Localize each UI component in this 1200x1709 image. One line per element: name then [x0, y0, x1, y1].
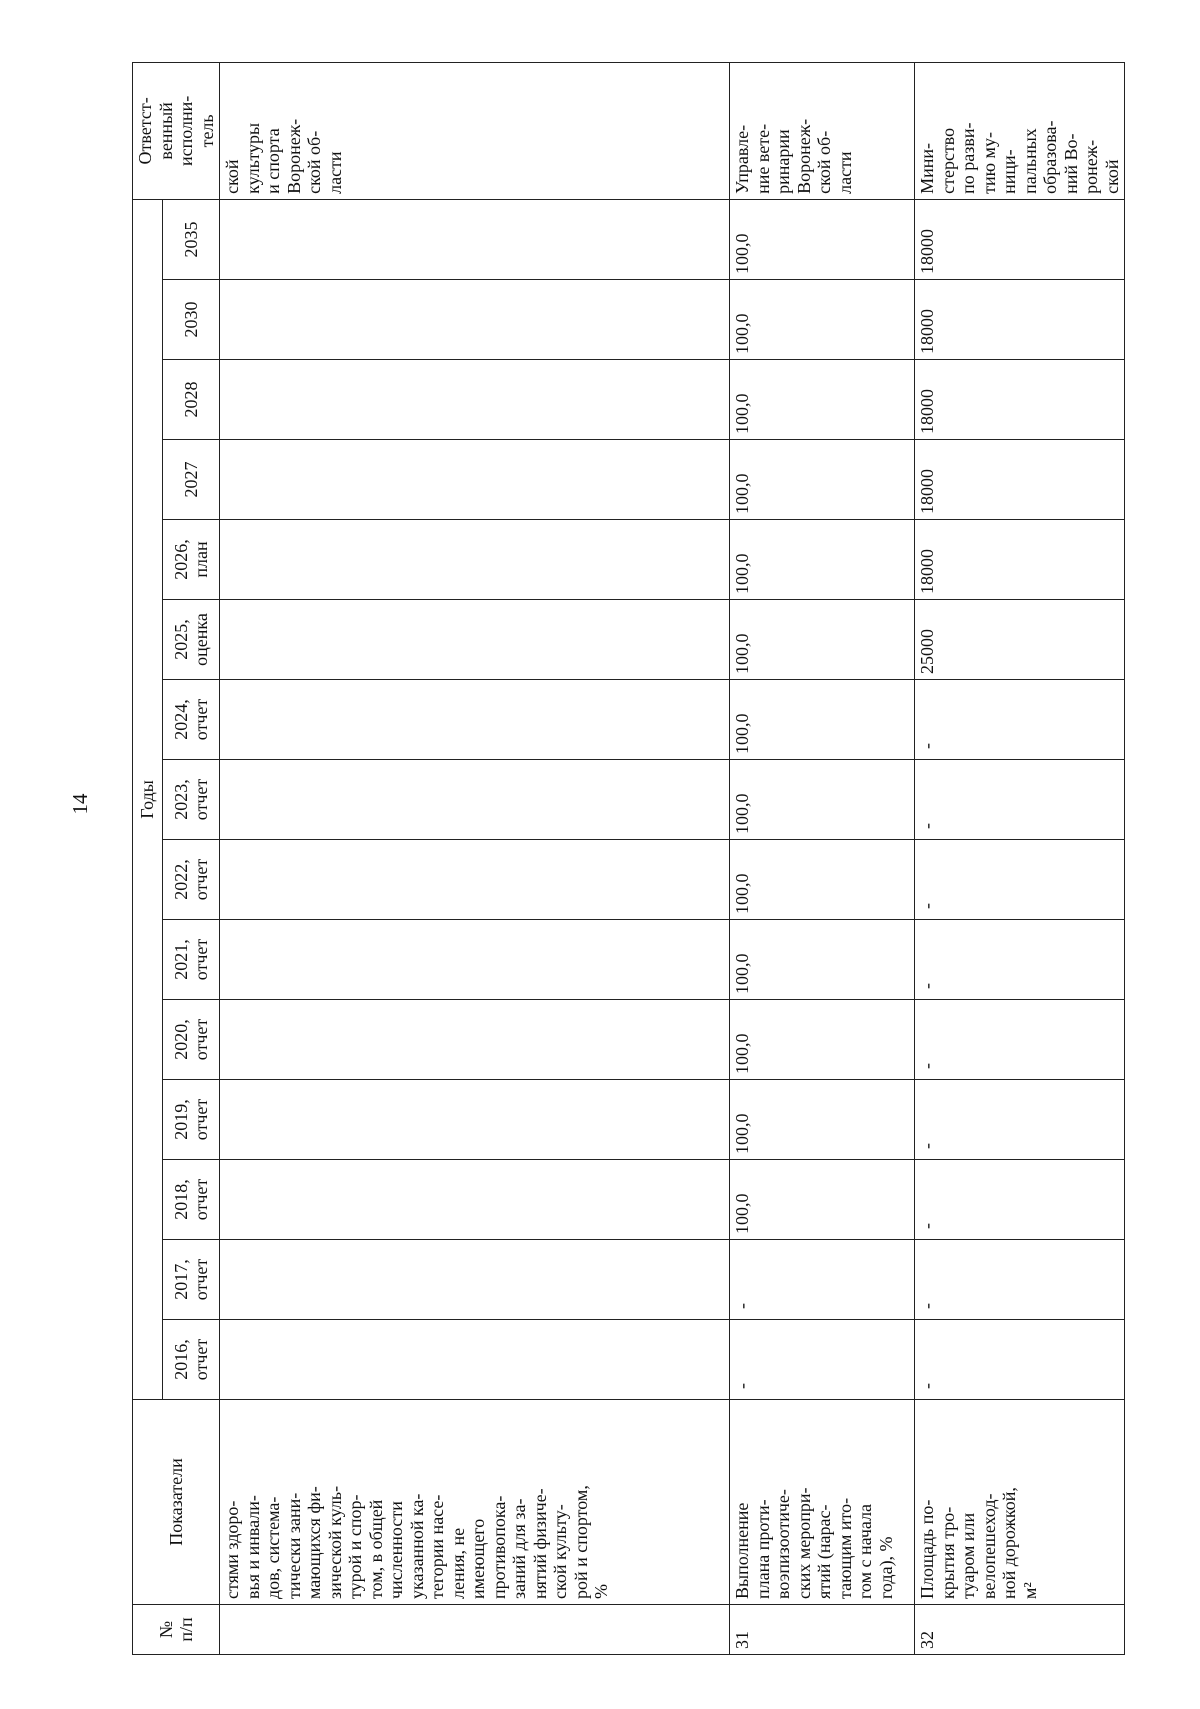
header-year: 2016, отчет [163, 1320, 220, 1400]
header-year: 2030 [163, 280, 220, 360]
row-value [220, 360, 730, 440]
row-value: 18000 [915, 199, 1125, 279]
header-year: 2024, отчет [163, 680, 220, 760]
indicators-table [132, 62, 1125, 1655]
rotated-table-container [132, 63, 1122, 1655]
row-value [220, 680, 730, 760]
row-value: - [730, 1240, 915, 1320]
row-value: - [915, 920, 1125, 1000]
row-value: 100,0 [730, 600, 915, 680]
row-value: 100,0 [730, 680, 915, 760]
row-value [220, 920, 730, 1000]
row-value [220, 440, 730, 520]
row-value: - [915, 1160, 1125, 1240]
row-value: - [915, 680, 1125, 760]
header-executor: Ответст- венный исполни- тель [133, 62, 220, 199]
row-value: - [915, 1240, 1125, 1320]
row-value: 100,0 [730, 1160, 915, 1240]
header-num: № п/п [133, 1605, 220, 1655]
row-value [220, 600, 730, 680]
header-year: 2027 [163, 440, 220, 520]
row-value: 100,0 [730, 199, 915, 279]
row-value [220, 1000, 730, 1080]
row-value: 100,0 [730, 840, 915, 920]
row-value: 100,0 [730, 1080, 915, 1160]
table-row [915, 62, 1125, 1654]
header-indicators: Показатели [133, 1400, 220, 1605]
row-value: - [730, 1320, 915, 1400]
row-value [220, 1160, 730, 1240]
header-year: 2017, отчет [163, 1240, 220, 1320]
header-year: 2021, отчет [163, 920, 220, 1000]
row-executor: Управле- ние вете- ринарии Воронеж- ской об- ласти [730, 62, 915, 199]
row-value [220, 520, 730, 600]
header-years-group: Годы [133, 199, 163, 1399]
row-value: 100,0 [730, 1000, 915, 1080]
row-value: 18000 [915, 280, 1125, 360]
row-value [220, 280, 730, 360]
row-value [220, 199, 730, 279]
header-year: 2022, отчет [163, 840, 220, 920]
row-value: 100,0 [730, 440, 915, 520]
row-number: 32 [915, 1605, 1125, 1655]
row-executor: ской культуры и спорта Воронеж- ской об- ласти [220, 62, 730, 199]
row-value: 100,0 [730, 760, 915, 840]
row-value: 100,0 [730, 280, 915, 360]
row-number [220, 1605, 730, 1655]
row-value: 25000 [915, 600, 1125, 680]
row-indicator: стями здоро- вья и инвали- дов, система- тически зани- мающихся фи- зической куль- турой и спор- том, в общей численности указанной ка- тегории насе- ления, не имеющего противопока- заний для за- нятий физиче- ской культу- рой и спортом, % [220, 1400, 730, 1605]
header-year: 2025, оценка [163, 600, 220, 680]
table-row [220, 62, 730, 1654]
header-year: 2019, отчет [163, 1080, 220, 1160]
row-value: 18000 [915, 360, 1125, 440]
row-number: 31 [730, 1605, 915, 1655]
page-number: 14 [68, 793, 92, 815]
row-value: - [915, 760, 1125, 840]
row-indicator: Площадь по- крытия тро- туаром или велопешеход- ной дорожкой, м² [915, 1400, 1125, 1605]
table-row [730, 62, 915, 1654]
row-value: 100,0 [730, 920, 915, 1000]
row-value: 100,0 [730, 520, 915, 600]
row-value [220, 1080, 730, 1160]
row-value [220, 840, 730, 920]
header-year: 2035 [163, 199, 220, 279]
row-value [220, 1320, 730, 1400]
row-value [220, 1240, 730, 1320]
header-year: 2018, отчет [163, 1160, 220, 1240]
header-year: 2028 [163, 360, 220, 440]
row-value: 18000 [915, 440, 1125, 520]
row-value: - [915, 1080, 1125, 1160]
row-executor: Мини- стерство по разви- тию му- ници- пальных образова- ний Во- ронеж- ской [915, 62, 1125, 199]
header-year: 2020, отчет [163, 1000, 220, 1080]
row-value: - [915, 1000, 1125, 1080]
row-value [220, 760, 730, 840]
row-value: 100,0 [730, 360, 915, 440]
row-value: - [915, 840, 1125, 920]
header-year: 2026, план [163, 520, 220, 600]
row-value: - [915, 1320, 1125, 1400]
header-year: 2023, отчет [163, 760, 220, 840]
row-indicator: Выполнение плана проти- воэпизоотиче- ских меропри- ятий (нарас- тающим ито- гом с начала года), % [730, 1400, 915, 1605]
row-value: 18000 [915, 520, 1125, 600]
